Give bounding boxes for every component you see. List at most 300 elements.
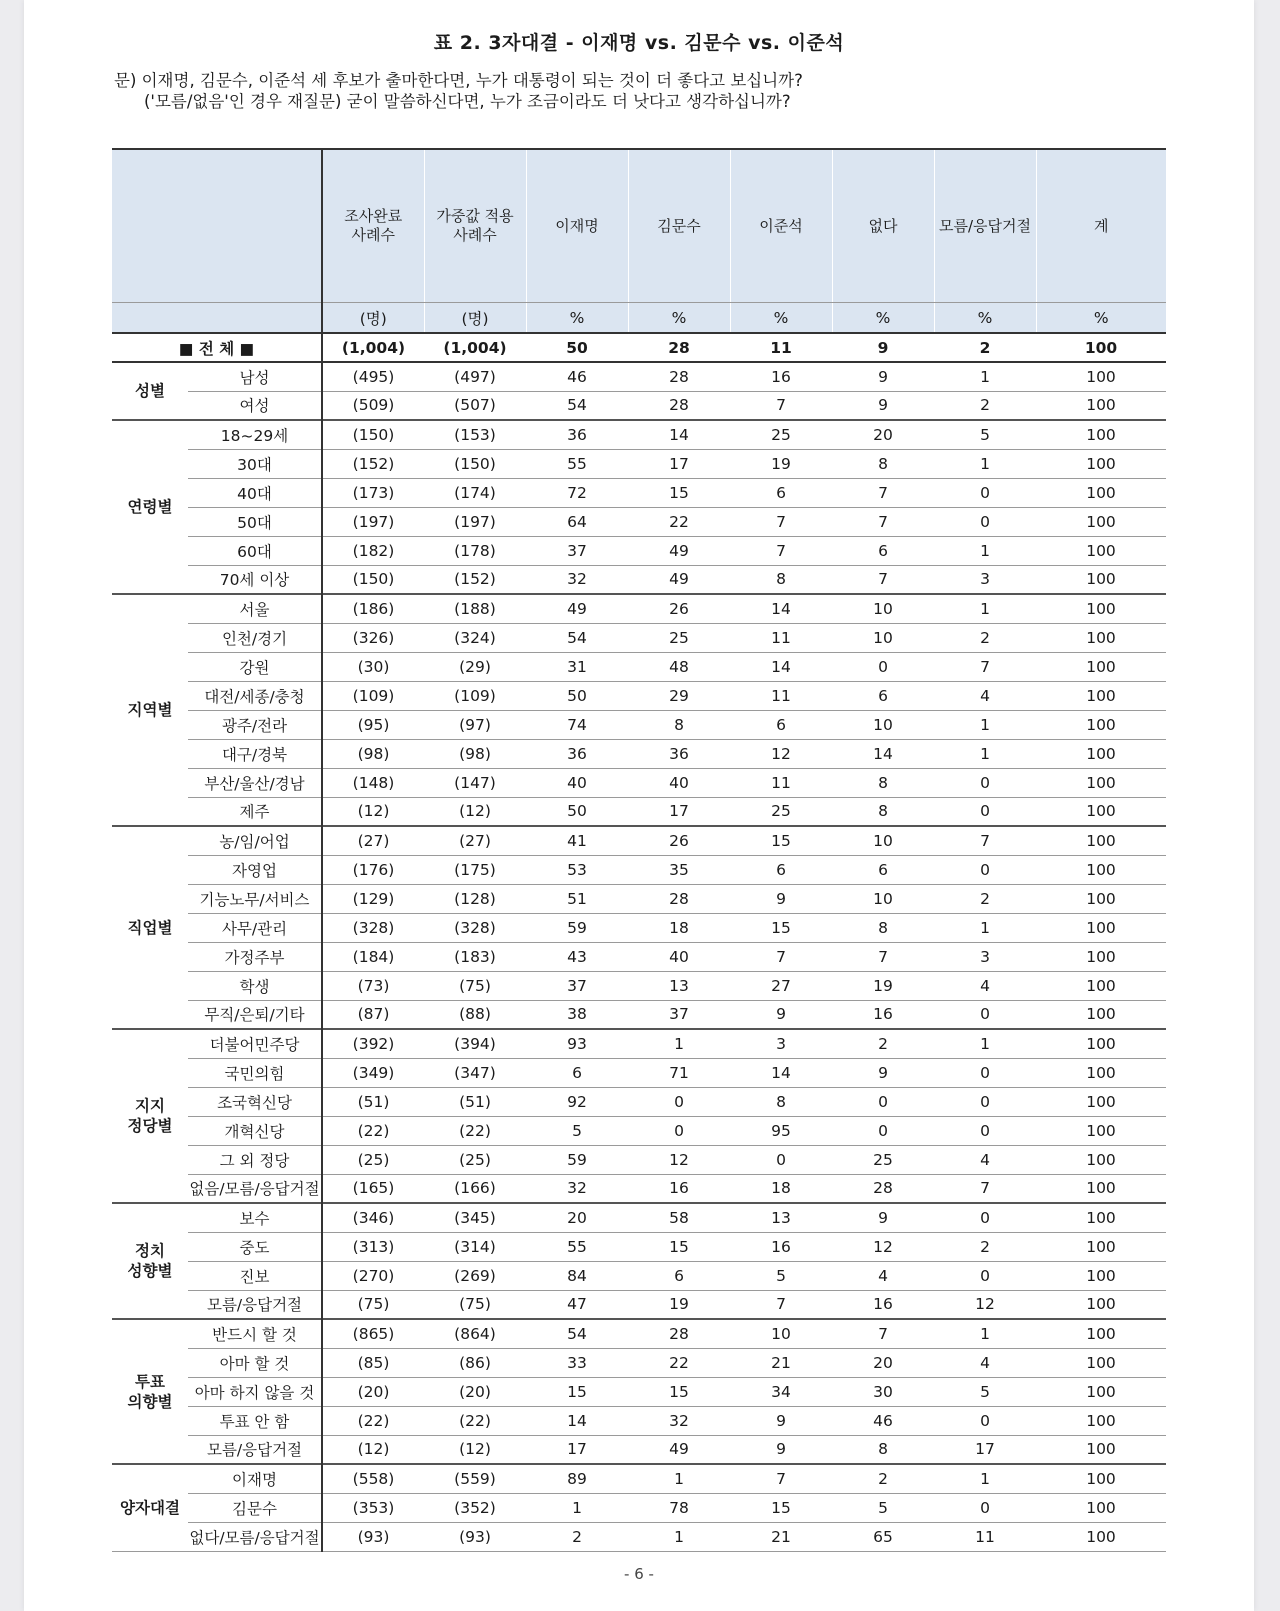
data-cell: (27)	[424, 826, 526, 855]
data-cell: (326)	[322, 623, 424, 652]
data-cell: 10	[832, 826, 934, 855]
data-cell: (173)	[322, 478, 424, 507]
data-cell: 0	[934, 1087, 1036, 1116]
table-row	[112, 1087, 1166, 1116]
data-cell: 8	[730, 565, 832, 594]
data-cell: (270)	[322, 1261, 424, 1290]
data-cell: 0	[934, 768, 1036, 797]
page-number: - 6 -	[624, 1565, 654, 1583]
data-cell: 6	[832, 681, 934, 710]
data-cell: 1	[526, 1493, 628, 1522]
data-cell: 72	[526, 478, 628, 507]
data-cell: 51	[526, 884, 628, 913]
data-cell: 14	[730, 652, 832, 681]
table-row	[112, 1145, 1166, 1174]
data-cell: 32	[526, 565, 628, 594]
data-cell: 0	[832, 1116, 934, 1145]
data-cell: 49	[628, 565, 730, 594]
data-cell: 0	[934, 1000, 1036, 1029]
data-cell: 74	[526, 710, 628, 739]
data-cell: (85)	[322, 1348, 424, 1377]
data-cell: 7	[934, 1174, 1036, 1203]
data-cell: (353)	[322, 1493, 424, 1522]
data-cell: 1	[934, 536, 1036, 565]
data-cell: 14	[730, 594, 832, 623]
row-label: 보수	[188, 1203, 322, 1232]
data-cell: (165)	[322, 1174, 424, 1203]
data-cell: 5	[832, 1493, 934, 1522]
data-cell: (347)	[424, 1058, 526, 1087]
row-label: 모름/응답거절	[188, 1435, 322, 1464]
table-row	[112, 623, 1166, 652]
group-label-line: 지지	[135, 1097, 165, 1115]
data-cell: 5	[934, 420, 1036, 449]
data-cell: 7	[730, 1290, 832, 1319]
data-cell: (93)	[322, 1522, 424, 1551]
total-cell: 100	[1036, 333, 1166, 362]
data-cell: (29)	[424, 652, 526, 681]
group-label-line: 지역별	[127, 701, 173, 719]
data-cell: 14	[526, 1406, 628, 1435]
data-cell: 100	[1036, 362, 1166, 391]
data-cell: 25	[832, 1145, 934, 1174]
data-cell: 11	[934, 1522, 1036, 1551]
group-label	[112, 362, 188, 420]
data-cell: 10	[832, 710, 934, 739]
total-label: ■ 전 체 ■	[112, 333, 322, 362]
data-cell: 2	[526, 1522, 628, 1551]
data-cell: 15	[730, 826, 832, 855]
data-cell: 12	[730, 739, 832, 768]
data-cell: 7	[934, 826, 1036, 855]
data-cell: 26	[628, 826, 730, 855]
data-cell: 100	[1036, 1116, 1166, 1145]
header-row	[112, 149, 1166, 303]
data-cell: 17	[628, 449, 730, 478]
data-cell: 100	[1036, 1348, 1166, 1377]
data-cell: 16	[730, 362, 832, 391]
data-cell: (174)	[424, 478, 526, 507]
data-cell: 50	[526, 681, 628, 710]
row-label: 국민의힘	[188, 1058, 322, 1087]
data-cell: 43	[526, 942, 628, 971]
data-cell: (183)	[424, 942, 526, 971]
row-label: 가정주부	[188, 942, 322, 971]
data-cell: (30)	[322, 652, 424, 681]
data-cell: 26	[628, 594, 730, 623]
row-label: 진보	[188, 1261, 322, 1290]
column-unit: %	[526, 303, 628, 334]
row-label: 부산/울산/경남	[188, 768, 322, 797]
crosstab-table	[112, 148, 1166, 1552]
column-header-line1: 모름/응답거절	[939, 216, 1031, 235]
group-label-line: 의향별	[127, 1392, 173, 1411]
data-cell: 100	[1036, 420, 1166, 449]
column-unit: %	[1036, 303, 1166, 334]
row-label: 서울	[188, 594, 322, 623]
data-cell: (95)	[322, 710, 424, 739]
column-header-line1: 없다	[868, 216, 898, 235]
group-label	[112, 1029, 188, 1203]
table-row	[112, 913, 1166, 942]
row-label: 학생	[188, 971, 322, 1000]
total-cell: 28	[628, 333, 730, 362]
data-cell: 1	[934, 594, 1036, 623]
data-cell: 95	[730, 1116, 832, 1145]
table-row	[112, 855, 1166, 884]
data-cell: 100	[1036, 739, 1166, 768]
data-cell: 84	[526, 1261, 628, 1290]
table-row	[112, 681, 1166, 710]
table-row	[112, 1522, 1166, 1551]
data-cell: (98)	[322, 739, 424, 768]
data-cell: 0	[832, 652, 934, 681]
data-cell: (152)	[424, 565, 526, 594]
table-row	[112, 1377, 1166, 1406]
data-cell: (865)	[322, 1319, 424, 1348]
group-label-line: 성별	[135, 382, 165, 400]
data-cell: (328)	[424, 913, 526, 942]
data-cell: 18	[628, 913, 730, 942]
data-cell: 10	[832, 884, 934, 913]
row-label: 무직/은퇴/기타	[188, 1000, 322, 1029]
header-corner	[112, 149, 322, 303]
data-cell: 21	[730, 1348, 832, 1377]
data-cell: 12	[628, 1145, 730, 1174]
column-unit: %	[832, 303, 934, 334]
data-cell: (346)	[322, 1203, 424, 1232]
table-row	[112, 1348, 1166, 1377]
data-cell: 40	[526, 768, 628, 797]
data-cell: (497)	[424, 362, 526, 391]
row-label: 없음/모름/응답거절	[188, 1174, 322, 1203]
table-row	[112, 1464, 1166, 1493]
data-cell: 10	[832, 623, 934, 652]
data-cell: 8	[832, 449, 934, 478]
group-label	[112, 826, 188, 1029]
data-cell: 10	[730, 1319, 832, 1348]
data-cell: 1	[934, 449, 1036, 478]
data-cell: (20)	[322, 1377, 424, 1406]
row-label: 중도	[188, 1232, 322, 1261]
data-cell: 21	[730, 1522, 832, 1551]
data-cell: 8	[832, 768, 934, 797]
data-cell: 64	[526, 507, 628, 536]
table-row	[112, 1290, 1166, 1319]
row-label: 50대	[188, 507, 322, 536]
data-cell: (352)	[424, 1493, 526, 1522]
data-cell: 28	[628, 391, 730, 420]
row-label: 이재명	[188, 1464, 322, 1493]
data-cell: 3	[934, 942, 1036, 971]
data-cell: (559)	[424, 1464, 526, 1493]
data-cell: 100	[1036, 855, 1166, 884]
data-cell: 7	[730, 391, 832, 420]
column-unit: %	[628, 303, 730, 334]
group-label-line: 연령별	[127, 498, 173, 516]
data-cell: 8	[730, 1087, 832, 1116]
group-label-line: 정당별	[127, 1117, 173, 1135]
data-cell: (345)	[424, 1203, 526, 1232]
data-cell: 0	[934, 478, 1036, 507]
data-cell: 0	[730, 1145, 832, 1174]
data-cell: 18	[730, 1174, 832, 1203]
data-cell: 100	[1036, 942, 1166, 971]
data-cell: (12)	[322, 797, 424, 826]
data-cell: 20	[526, 1203, 628, 1232]
data-cell: (152)	[322, 449, 424, 478]
group-label-line: 양자대결	[120, 1498, 180, 1517]
row-label: 사무/관리	[188, 913, 322, 942]
table-row	[112, 1319, 1166, 1348]
data-cell: 5	[526, 1116, 628, 1145]
data-cell: 9	[832, 391, 934, 420]
data-cell: 8	[628, 710, 730, 739]
row-label: 투표 안 함	[188, 1406, 322, 1435]
data-cell: 37	[628, 1000, 730, 1029]
data-cell: 33	[526, 1348, 628, 1377]
data-cell: 47	[526, 1290, 628, 1319]
data-cell: 14	[628, 420, 730, 449]
total-cell: 2	[934, 333, 1036, 362]
data-cell: 0	[934, 507, 1036, 536]
data-cell: (150)	[322, 420, 424, 449]
data-cell: 14	[832, 739, 934, 768]
data-cell: 1	[628, 1029, 730, 1058]
data-cell: (20)	[424, 1377, 526, 1406]
data-cell: (22)	[424, 1406, 526, 1435]
column-unit: %	[730, 303, 832, 334]
data-cell: (150)	[322, 565, 424, 594]
data-cell: 0	[628, 1087, 730, 1116]
unit-row	[112, 303, 1166, 334]
data-cell: (109)	[424, 681, 526, 710]
table-row	[112, 797, 1166, 826]
data-cell: 9	[832, 1058, 934, 1087]
data-cell: (495)	[322, 362, 424, 391]
data-cell: 14	[730, 1058, 832, 1087]
data-cell: 31	[526, 652, 628, 681]
data-cell: 1	[934, 710, 1036, 739]
data-cell: 49	[628, 536, 730, 565]
data-cell: 9	[730, 1435, 832, 1464]
group-label-line: 직업별	[127, 918, 173, 937]
data-cell: 2	[934, 884, 1036, 913]
data-cell: (186)	[322, 594, 424, 623]
data-cell: 6	[832, 855, 934, 884]
table-row	[112, 652, 1166, 681]
column-header	[730, 149, 832, 303]
table-row	[112, 942, 1166, 971]
column-header-line2: 사례수	[351, 226, 395, 244]
data-cell: 0	[934, 1116, 1036, 1145]
group-label-line: 성향별	[127, 1262, 173, 1280]
data-cell: (324)	[424, 623, 526, 652]
data-cell: 53	[526, 855, 628, 884]
data-cell: (75)	[424, 971, 526, 1000]
row-label: 40대	[188, 478, 322, 507]
table-row	[112, 1116, 1166, 1145]
column-header	[832, 149, 934, 303]
data-cell: 100	[1036, 884, 1166, 913]
data-cell: 9	[730, 1000, 832, 1029]
column-header	[628, 149, 730, 303]
table-row	[112, 536, 1166, 565]
data-cell: (98)	[424, 739, 526, 768]
group-label	[112, 1203, 188, 1319]
data-cell: 28	[628, 884, 730, 913]
data-cell: 8	[832, 797, 934, 826]
row-label: 30대	[188, 449, 322, 478]
table-row	[112, 1029, 1166, 1058]
data-cell: (864)	[424, 1319, 526, 1348]
data-cell: 0	[934, 1406, 1036, 1435]
data-cell: 54	[526, 1319, 628, 1348]
data-cell: 6	[730, 710, 832, 739]
data-cell: 4	[934, 681, 1036, 710]
data-cell: 28	[628, 1319, 730, 1348]
data-cell: (51)	[322, 1087, 424, 1116]
data-cell: 19	[628, 1290, 730, 1319]
data-cell: (27)	[322, 826, 424, 855]
table-row	[112, 1174, 1166, 1203]
data-cell: 36	[526, 420, 628, 449]
data-cell: 9	[730, 884, 832, 913]
data-cell: 100	[1036, 1029, 1166, 1058]
table-row	[112, 449, 1166, 478]
data-cell: 1	[934, 362, 1036, 391]
column-header-line1: 계	[1094, 216, 1109, 235]
row-label: 70세 이상	[188, 565, 322, 594]
data-cell: (22)	[322, 1406, 424, 1435]
data-cell: 27	[730, 971, 832, 1000]
data-cell: 7	[934, 652, 1036, 681]
question-line-1: 문) 이재명, 김문수, 이준석 세 후보가 출마한다면, 누가 대통령이 되는 것이 더 좋다고 보십니까?	[114, 71, 803, 90]
column-header	[424, 149, 526, 303]
data-cell: 12	[832, 1232, 934, 1261]
data-cell: 100	[1036, 507, 1166, 536]
table-row	[112, 1232, 1166, 1261]
data-cell: 7	[832, 942, 934, 971]
table-row	[112, 971, 1166, 1000]
table-row	[112, 507, 1166, 536]
data-cell: 10	[832, 594, 934, 623]
data-cell: 0	[934, 1493, 1036, 1522]
data-cell: 2	[934, 1232, 1036, 1261]
data-cell: (182)	[322, 536, 424, 565]
data-cell: 55	[526, 449, 628, 478]
data-cell: 0	[628, 1116, 730, 1145]
data-cell: (12)	[322, 1435, 424, 1464]
data-cell: 6	[832, 536, 934, 565]
data-cell: (88)	[424, 1000, 526, 1029]
data-cell: 37	[526, 536, 628, 565]
column-header-line1: 이준석	[759, 216, 803, 235]
data-cell: 78	[628, 1493, 730, 1522]
data-cell: 100	[1036, 1435, 1166, 1464]
data-cell: 12	[934, 1290, 1036, 1319]
row-label: 대전/세종/충청	[188, 681, 322, 710]
data-cell: (313)	[322, 1232, 424, 1261]
data-cell: 4	[832, 1261, 934, 1290]
data-cell: 40	[628, 768, 730, 797]
data-cell: 100	[1036, 536, 1166, 565]
data-cell: 19	[832, 971, 934, 1000]
data-cell: (314)	[424, 1232, 526, 1261]
data-cell: 7	[730, 1464, 832, 1493]
data-cell: 100	[1036, 826, 1166, 855]
data-cell: 100	[1036, 768, 1166, 797]
data-cell: 100	[1036, 449, 1166, 478]
group-label	[112, 1464, 188, 1551]
data-cell: (184)	[322, 942, 424, 971]
data-cell: 0	[832, 1087, 934, 1116]
row-label: 자영업	[188, 855, 322, 884]
data-cell: 32	[526, 1174, 628, 1203]
data-cell: (188)	[424, 594, 526, 623]
data-cell: 7	[832, 565, 934, 594]
data-cell: 100	[1036, 1087, 1166, 1116]
data-cell: 2	[934, 391, 1036, 420]
data-cell: 1	[628, 1522, 730, 1551]
data-cell: (153)	[424, 420, 526, 449]
data-cell: (97)	[424, 710, 526, 739]
data-cell: (197)	[424, 507, 526, 536]
data-cell: (25)	[322, 1145, 424, 1174]
data-cell: 19	[730, 449, 832, 478]
data-cell: 100	[1036, 971, 1166, 1000]
data-cell: 2	[832, 1464, 934, 1493]
data-cell: (349)	[322, 1058, 424, 1087]
data-cell: 7	[730, 536, 832, 565]
data-cell: (176)	[322, 855, 424, 884]
data-cell: 0	[934, 797, 1036, 826]
data-cell: 36	[526, 739, 628, 768]
row-label: 인천/경기	[188, 623, 322, 652]
survey-question	[114, 70, 803, 112]
data-cell: 6	[730, 855, 832, 884]
data-cell: (93)	[424, 1522, 526, 1551]
data-cell: 13	[628, 971, 730, 1000]
data-cell: 5	[730, 1261, 832, 1290]
data-cell: 46	[526, 362, 628, 391]
document-page	[24, 0, 1254, 1611]
data-cell: 100	[1036, 797, 1166, 826]
data-cell: 89	[526, 1464, 628, 1493]
data-cell: (75)	[322, 1290, 424, 1319]
data-cell: (147)	[424, 768, 526, 797]
data-cell: 49	[526, 594, 628, 623]
data-cell: 17	[526, 1435, 628, 1464]
data-cell: 16	[628, 1174, 730, 1203]
column-header	[526, 149, 628, 303]
data-cell: 8	[832, 1435, 934, 1464]
row-label: 개혁신당	[188, 1116, 322, 1145]
table-row	[112, 1493, 1166, 1522]
data-cell: 16	[832, 1290, 934, 1319]
data-cell: (558)	[322, 1464, 424, 1493]
data-cell: (128)	[424, 884, 526, 913]
data-cell: 100	[1036, 478, 1166, 507]
data-cell: 5	[934, 1377, 1036, 1406]
data-cell: 71	[628, 1058, 730, 1087]
table-row	[112, 1000, 1166, 1029]
data-cell: (86)	[424, 1348, 526, 1377]
table-row	[112, 1435, 1166, 1464]
data-cell: 50	[526, 797, 628, 826]
column-unit: %	[934, 303, 1036, 334]
data-cell: 9	[832, 362, 934, 391]
